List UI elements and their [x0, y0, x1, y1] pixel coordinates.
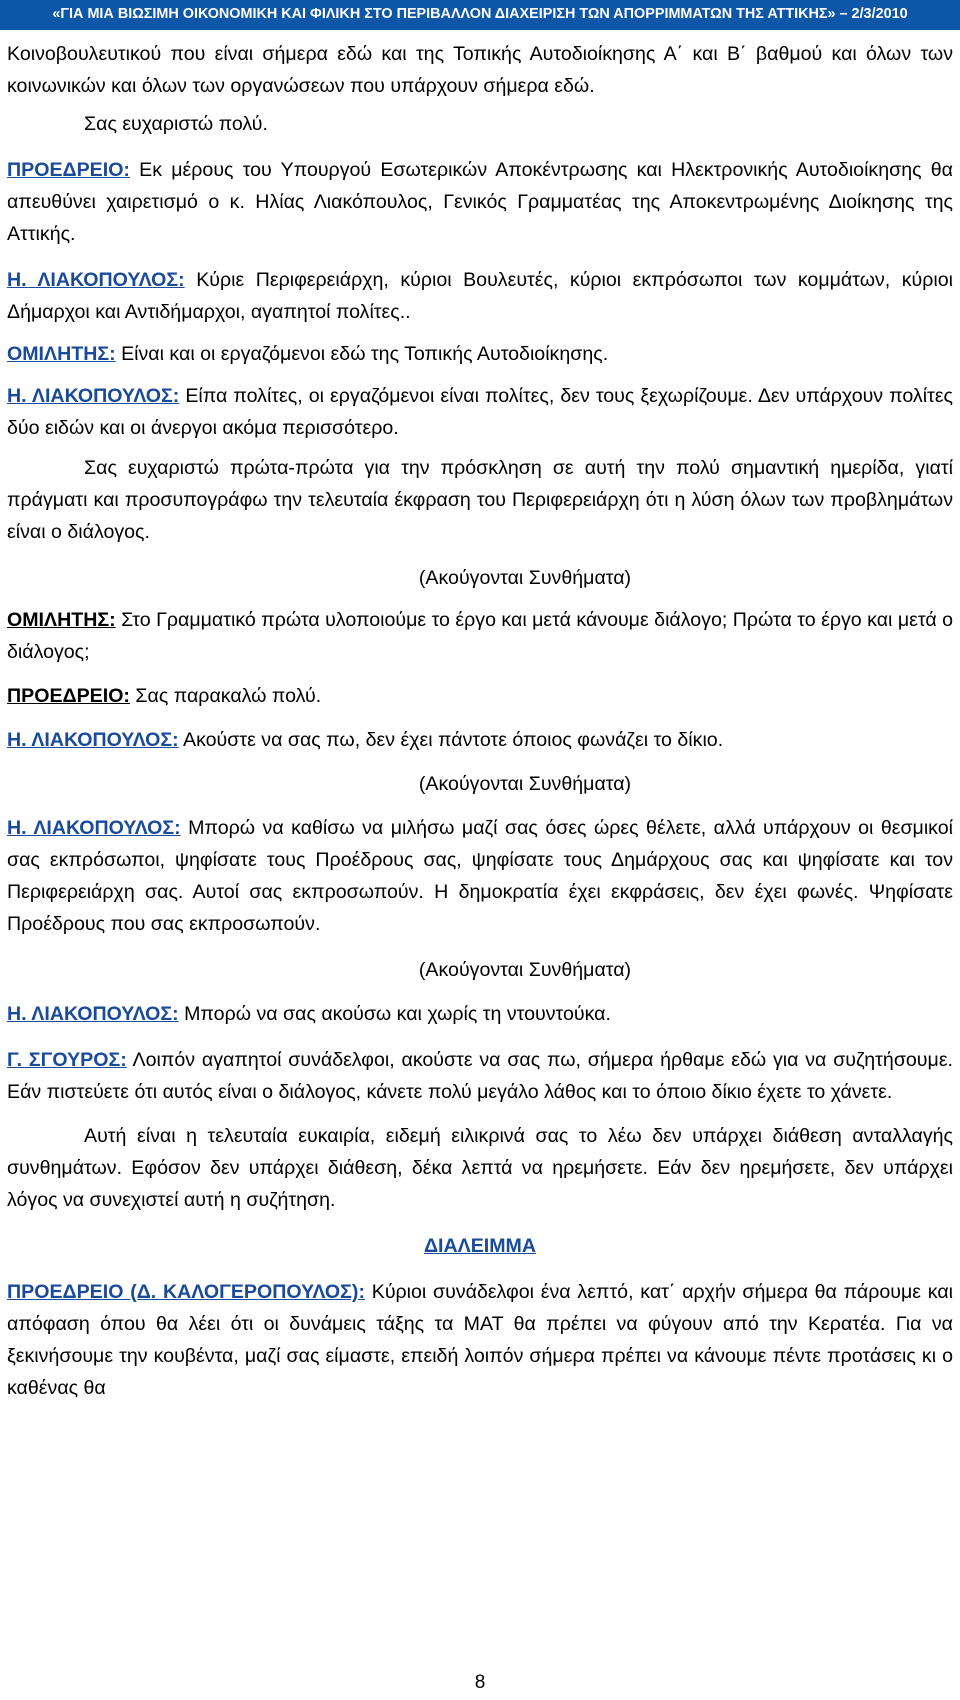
- header-title: «ΓΙΑ ΜΙΑ ΒΙΩΣΙΜΗ ΟΙΚΟΝΟΜΙΚΗ ΚΑΙ ΦΙΛΙΚΗ ΣΤΟ ΠΕΡΙΒΑΛΛΟΝ ΔΙΑΧΕΙΡΙΣΗ ΤΩΝ ΑΠΟΡΡΙΜΜΑΤΩΝ ΤΗΣ ΑΤΤΙΚΗΣ» – 2/3/2010: [52, 6, 908, 22]
- applause-note: [7, 562, 953, 594]
- paragraph: [7, 380, 953, 444]
- speaker-label: Η. ΛΙΑΚΟΠΟΥΛΟΣ:: [7, 817, 181, 839]
- paragraph: [7, 1276, 953, 1404]
- paragraph: [7, 1044, 953, 1108]
- paragraph-text: Σας παρακαλώ πολύ.: [129, 685, 322, 707]
- speaker-label: ΠΡΟΕΔΡΕΙΟ:: [7, 685, 130, 707]
- break-title: ΔΙΑΛΕΙΜΜΑ: [423, 1235, 537, 1257]
- paragraph: [7, 1120, 953, 1216]
- page-number: [0, 1672, 960, 1694]
- speaker-label: ΠΡΟΕΔΡΕΙΟ:: [7, 159, 130, 181]
- paragraph: [7, 108, 953, 140]
- speaker-label: ΠΡΟΕΔΡΕΙΟ (Δ. ΚΑΛΟΓΕΡΟΠΟΥΛΟΣ):: [7, 1281, 365, 1303]
- speaker-label: Η. ΛΙΑΚΟΠΟΥΛΟΣ:: [7, 385, 180, 407]
- paragraph-text: Ακούστε να σας πω, δεν έχει πάντοτε όποιος φωνάζει το δίκιο.: [178, 729, 724, 751]
- speaker-label: Η. ΛΙΑΚΟΠΟΥΛΟΣ:: [7, 729, 179, 751]
- paragraph: [7, 154, 953, 250]
- paragraph-text: Είναι και οι εργαζόμενοι εδώ της Τοπικής Αυτοδιοίκησης.: [115, 343, 609, 365]
- paragraph-text: Μπορώ να σας ακούσω και χωρίς τη ντουντούκα.: [178, 1003, 611, 1025]
- paragraph: [7, 338, 953, 370]
- applause-text: (Ακούγονται Συνθήματα): [418, 773, 632, 795]
- speaker-label: Γ. ΣΓΟΥΡΟΣ:: [7, 1049, 127, 1071]
- paragraph-text: Κοινοβουλευτικού που είναι σήμερα εδώ και της Τοπικής Αυτοδιοίκησης Α΄ και Β΄ βαθμού και όλων των κοινωνικών και όλων των οργανώσεων που υπάρχουν σήμερα εδώ.: [7, 43, 953, 97]
- speaker-label: Η. ΛΙΑΚΟΠΟΥΛΟΣ:: [7, 269, 185, 291]
- speaker-label: ΟΜΙΛΗΤΗΣ:: [7, 609, 116, 631]
- transcript-body: [7, 38, 953, 1404]
- paragraph-text: Αυτή είναι η τελευταία ευκαιρία, ειδεμή ειλικρινά σας το λέω δεν υπάρχει διάθεση ανταλλαγής συνθημάτων. Εφόσον δεν υπάρχει διάθεση, δέκα λεπτά να ηρεμήσετε. Εάν δεν ηρεμήσετε, δεν υπάρχει λόγος να συνεχιστεί αυτή η συζήτηση.: [7, 1125, 953, 1211]
- applause-note: [7, 768, 953, 800]
- speaker-label: ΟΜΙΛΗΤΗΣ:: [7, 343, 116, 365]
- paragraph: [7, 812, 953, 940]
- paragraph: [7, 38, 953, 102]
- paragraph: [7, 680, 953, 712]
- applause-text: (Ακούγονται Συνθήματα): [418, 567, 632, 589]
- paragraph-text: Μπορώ να καθίσω να μιλήσω μαζί σας όσες ώρες θέλετε, αλλά υπάρχουν οι θεσμικοί σας εκπρόσωποι, ψηφίσατε τους Προέδρους σας, ψηφίσατε τους Δημάρχους σας και ψηφίσατε και τον Περιφερειάρχη σας. Αυτοί σας εκπροσωπούν. Η δημοκρατία έχει εκφράσεις, δεν έχει φωνές. Ψηφίσατε Προέδρους που σας εκπροσωπούν.: [7, 817, 953, 935]
- paragraph-text: Σας ευχαριστώ πολύ.: [84, 113, 268, 135]
- speaker-label: Η. ΛΙΑΚΟΠΟΥΛΟΣ:: [7, 1003, 179, 1025]
- document-header: [0, 0, 960, 30]
- paragraph: [7, 604, 953, 668]
- section-break: [7, 1230, 953, 1262]
- page-number-text: 8: [474, 1672, 486, 1693]
- paragraph-text: Κύριε Περιφερειάρχη, κύριοι Βουλευτές, κύριοι εκπρόσωποι των κομμάτων, κύριοι Δήμαρχοι και Αντιδήμαρχοι, αγαπητοί πολίτες..: [7, 269, 953, 323]
- applause-note: [7, 954, 953, 986]
- paragraph: [7, 264, 953, 328]
- paragraph-text: Λοιπόν αγαπητοί συνάδελφοι, ακούστε να σας πω, σήμερα ήρθαμε εδώ για να συζητήσουμε. Εάν πιστεύετε ότι αυτός είναι ο διάλογος, κάνετε πολύ μεγάλο λάθος και το όποιο δίκιο έχετε το χάνετε.: [7, 1049, 953, 1103]
- paragraph: [7, 998, 953, 1030]
- paragraph-text: Εκ μέρους του Υπουργού Εσωτερικών Αποκέντρωσης και Ηλεκτρονικής Αυτοδιοίκησης θα απευθύνει χαιρετισμό ο κ. Ηλίας Λιακόπουλος, Γενικός Γραμματέας της Αποκεντρωμένης Διοίκησης της Αττικής.: [7, 159, 953, 245]
- paragraph-text: Στο Γραμματικό πρώτα υλοποιούμε το έργο και μετά κάνουμε διάλογο; Πρώτα το έργο και μετά ο διάλογος;: [7, 609, 953, 663]
- paragraph-text: Σας ευχαριστώ πρώτα-πρώτα για την πρόσκληση σε αυτή την πολύ σημαντική ημερίδα, γιατί πράγματι και προσυπογράφω την τελευταία έκφραση του Περιφερειάρχη ότι η λύση όλων των προβλημάτων είναι ο διάλογος.: [7, 457, 953, 543]
- paragraph-text: Είπα πολίτες, οι εργαζόμενοι είναι πολίτες, δεν τους ξεχωρίζουμε. Δεν υπάρχουν πολίτες δύο ειδών και οι άνεργοι ακόμα περισσότερο.: [7, 385, 953, 439]
- applause-text: (Ακούγονται Συνθήματα): [418, 959, 632, 981]
- paragraph: [7, 724, 953, 756]
- paragraph-text: Κύριοι συνάδελφοι ένα λεπτό, κατ΄ αρχήν σήμερα θα πάρουμε και απόφαση όπου θα λέει ότι οι δυνάμεις τάξης τα ΜΑΤ θα πρέπει να φύγουν από την Κερατέα. Για να ξεκινήσουμε την κουβέντα, μαζί σας είμαστε, επειδή λοιπόν σήμερα πρέπει να κάνουμε πέντε προτάσεις κι ο καθένας θα: [7, 1281, 954, 1399]
- paragraph: [7, 452, 953, 548]
